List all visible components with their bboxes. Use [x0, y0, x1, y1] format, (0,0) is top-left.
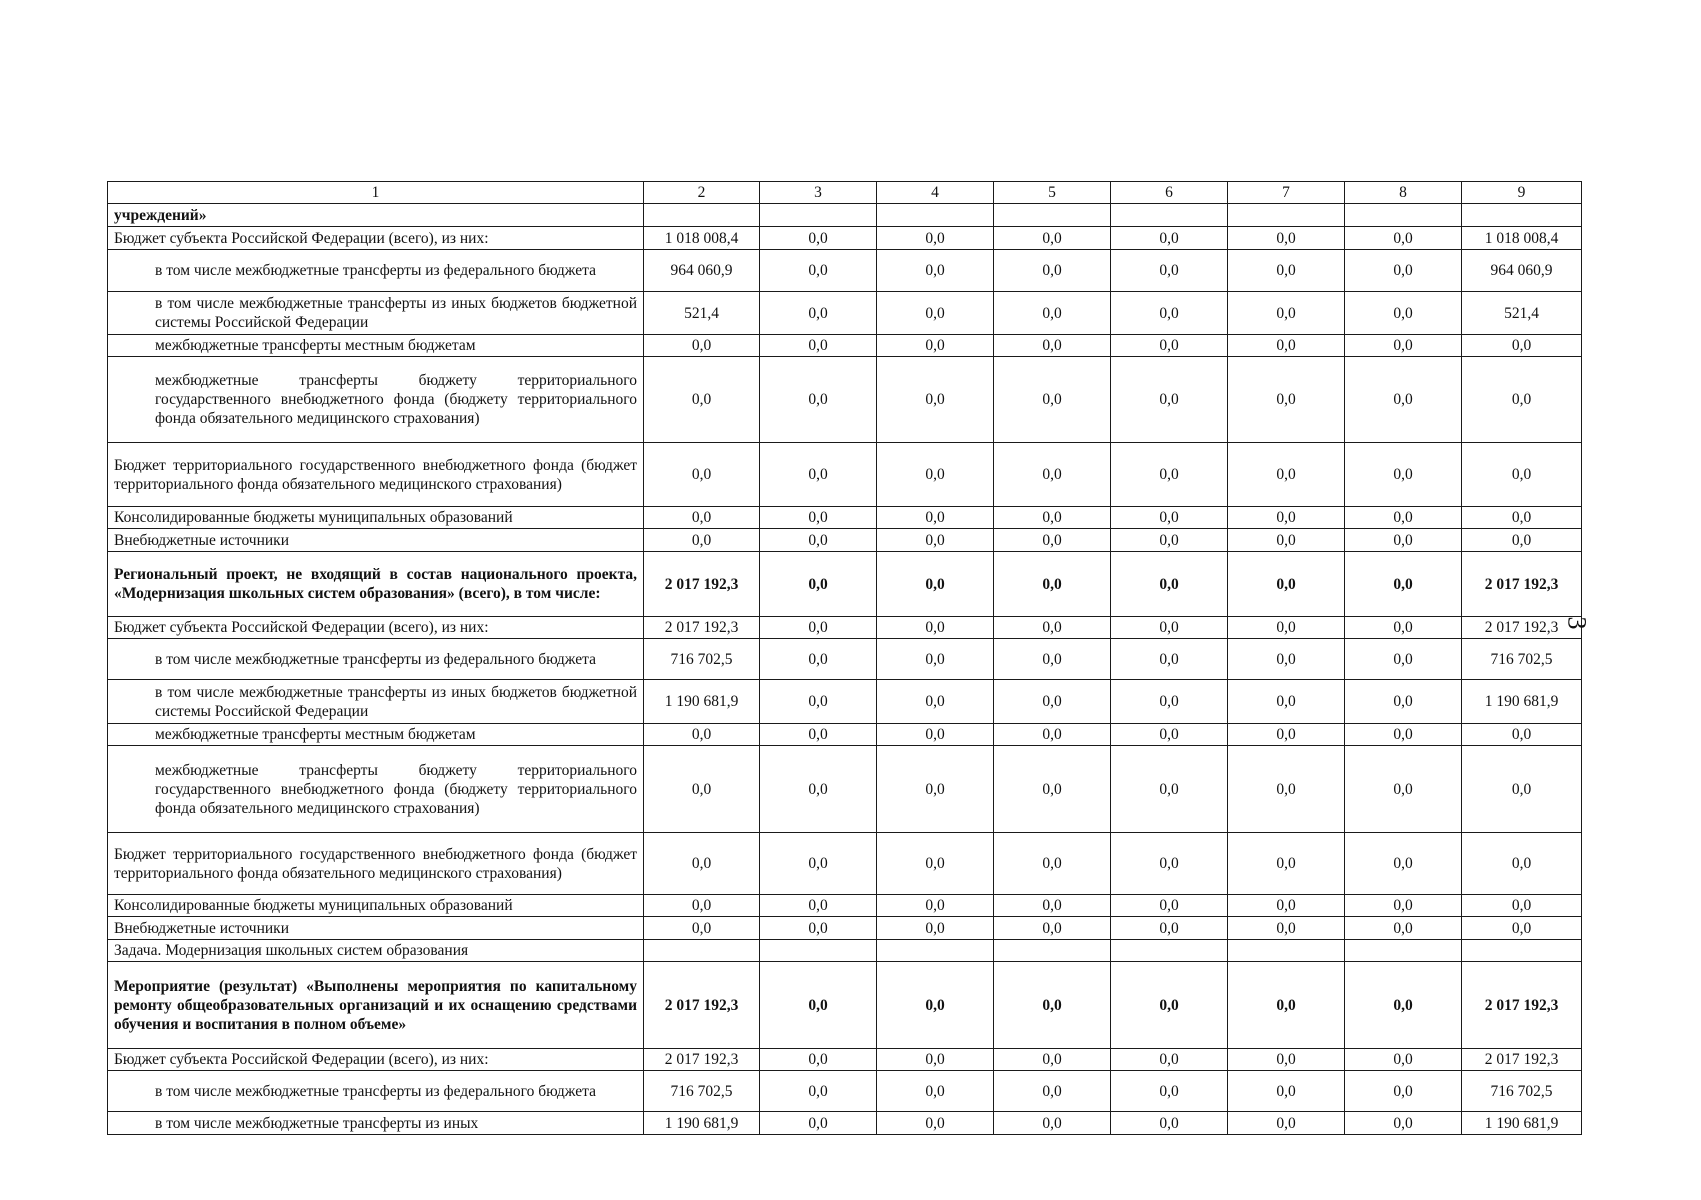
value-cell: 0,0: [760, 335, 877, 357]
row-label: Задача. Модернизация школьных систем образования: [108, 940, 644, 962]
value-cell: 1 190 681,9: [644, 680, 760, 724]
value-cell: 0,0: [994, 746, 1111, 833]
value-cell: [1228, 204, 1345, 227]
value-cell: 0,0: [1345, 680, 1462, 724]
value-cell: 0,0: [994, 724, 1111, 746]
column-header: 9: [1462, 182, 1582, 204]
table-row: [108, 529, 1582, 552]
value-cell: 0,0: [1228, 962, 1345, 1049]
value-cell: 0,0: [1345, 833, 1462, 895]
value-cell: 0,0: [1111, 746, 1228, 833]
value-cell: 0,0: [760, 895, 877, 917]
value-cell: 716 702,5: [644, 1071, 760, 1112]
column-header: 2: [644, 182, 760, 204]
value-cell: [644, 940, 760, 962]
value-cell: 0,0: [760, 917, 877, 940]
column-header: 8: [1345, 182, 1462, 204]
value-cell: 0,0: [877, 895, 994, 917]
table-row: [108, 292, 1582, 335]
value-cell: 0,0: [877, 357, 994, 443]
value-cell: 0,0: [644, 443, 760, 507]
table-row: [108, 746, 1582, 833]
value-cell: 964 060,9: [644, 250, 760, 292]
table-row: [108, 250, 1582, 292]
value-cell: 0,0: [994, 833, 1111, 895]
value-cell: 0,0: [1111, 292, 1228, 335]
value-cell: 0,0: [1345, 507, 1462, 529]
table-row: [108, 680, 1582, 724]
value-cell: 0,0: [1462, 357, 1582, 443]
value-cell: 0,0: [877, 1049, 994, 1071]
table-row: [108, 724, 1582, 746]
value-cell: 2 017 192,3: [1462, 962, 1582, 1049]
value-cell: 0,0: [1228, 250, 1345, 292]
value-cell: 0,0: [1345, 552, 1462, 617]
column-header: 4: [877, 182, 994, 204]
row-label: в том числе межбюджетные трансферты из иных бюджетов бюджетной системы Российской Федерации: [108, 680, 644, 724]
value-cell: 0,0: [994, 250, 1111, 292]
table-row: [108, 335, 1582, 357]
column-header: 6: [1111, 182, 1228, 204]
value-cell: 0,0: [1345, 639, 1462, 680]
value-cell: [760, 204, 877, 227]
value-cell: [1345, 204, 1462, 227]
value-cell: 0,0: [1462, 895, 1582, 917]
table-row: [108, 227, 1582, 250]
table-row: [108, 617, 1582, 639]
table-row: [108, 639, 1582, 680]
value-cell: 0,0: [760, 292, 877, 335]
value-cell: 0,0: [877, 552, 994, 617]
value-cell: [1345, 940, 1462, 962]
value-cell: 0,0: [1111, 443, 1228, 507]
value-cell: 0,0: [1228, 443, 1345, 507]
value-cell: 0,0: [994, 335, 1111, 357]
row-label: межбюджетные трансферты местным бюджетам: [108, 724, 644, 746]
value-cell: 0,0: [1462, 746, 1582, 833]
value-cell: 0,0: [1462, 507, 1582, 529]
value-cell: 0,0: [877, 335, 994, 357]
value-cell: 0,0: [1111, 917, 1228, 940]
value-cell: 0,0: [760, 250, 877, 292]
value-cell: 0,0: [877, 443, 994, 507]
table-row: [108, 895, 1582, 917]
value-cell: 0,0: [877, 1071, 994, 1112]
value-cell: 0,0: [1228, 1049, 1345, 1071]
value-cell: 0,0: [877, 507, 994, 529]
row-label: в том числе межбюджетные трансферты из федерального бюджета: [108, 639, 644, 680]
value-cell: 0,0: [994, 1049, 1111, 1071]
value-cell: 0,0: [1228, 529, 1345, 552]
value-cell: 0,0: [994, 227, 1111, 250]
table-row: [108, 357, 1582, 443]
value-cell: 521,4: [1462, 292, 1582, 335]
value-cell: [877, 204, 994, 227]
value-cell: 0,0: [994, 292, 1111, 335]
row-label: Внебюджетные источники: [108, 529, 644, 552]
value-cell: 0,0: [994, 443, 1111, 507]
value-cell: 0,0: [994, 639, 1111, 680]
value-cell: 0,0: [644, 746, 760, 833]
value-cell: 0,0: [760, 227, 877, 250]
value-cell: 1 018 008,4: [1462, 227, 1582, 250]
value-cell: 0,0: [1228, 917, 1345, 940]
value-cell: 0,0: [760, 443, 877, 507]
value-cell: 2 017 192,3: [1462, 617, 1582, 639]
value-cell: [994, 940, 1111, 962]
table-row: [108, 507, 1582, 529]
row-label: Консолидированные бюджеты муниципальных образований: [108, 507, 644, 529]
value-cell: 0,0: [1462, 335, 1582, 357]
value-cell: [877, 940, 994, 962]
value-cell: 0,0: [1111, 639, 1228, 680]
value-cell: 0,0: [760, 680, 877, 724]
value-cell: 0,0: [1345, 335, 1462, 357]
value-cell: 0,0: [1345, 443, 1462, 507]
value-cell: 1 190 681,9: [644, 1112, 760, 1135]
row-label: учреждений»: [108, 204, 644, 227]
value-cell: 0,0: [1111, 724, 1228, 746]
value-cell: 0,0: [1111, 680, 1228, 724]
value-cell: 0,0: [1111, 833, 1228, 895]
value-cell: 0,0: [760, 833, 877, 895]
value-cell: 0,0: [760, 617, 877, 639]
row-label: Внебюджетные источники: [108, 917, 644, 940]
value-cell: 0,0: [994, 357, 1111, 443]
value-cell: 0,0: [1228, 1071, 1345, 1112]
value-cell: 0,0: [644, 529, 760, 552]
value-cell: 2 017 192,3: [644, 962, 760, 1049]
row-label: Бюджет субъекта Российской Федерации (всего), из них:: [108, 617, 644, 639]
value-cell: 0,0: [760, 552, 877, 617]
value-cell: 0,0: [1228, 335, 1345, 357]
value-cell: 0,0: [644, 917, 760, 940]
value-cell: 0,0: [1345, 357, 1462, 443]
row-label: Мероприятие (результат) «Выполнены мероприятия по капитальному ремонту общеобразовательных организаций и их оснащению средствами обучения и воспитания в полном объеме»: [108, 962, 644, 1049]
value-cell: 0,0: [760, 1049, 877, 1071]
value-cell: 0,0: [644, 507, 760, 529]
value-cell: 716 702,5: [644, 639, 760, 680]
value-cell: 0,0: [877, 833, 994, 895]
column-header: 5: [994, 182, 1111, 204]
value-cell: 0,0: [644, 895, 760, 917]
value-cell: 0,0: [1228, 357, 1345, 443]
value-cell: 0,0: [1462, 724, 1582, 746]
value-cell: 1 018 008,4: [644, 227, 760, 250]
value-cell: 0,0: [760, 962, 877, 1049]
value-cell: 0,0: [877, 746, 994, 833]
value-cell: 0,0: [994, 917, 1111, 940]
table-row: [108, 204, 1582, 227]
value-cell: [760, 940, 877, 962]
value-cell: 0,0: [1228, 746, 1345, 833]
value-cell: 0,0: [760, 507, 877, 529]
value-cell: 0,0: [1228, 680, 1345, 724]
budget-table: [107, 181, 1582, 1135]
column-header: 3: [760, 182, 877, 204]
value-cell: 0,0: [1228, 833, 1345, 895]
value-cell: 0,0: [994, 507, 1111, 529]
value-cell: 0,0: [1345, 1112, 1462, 1135]
value-cell: 0,0: [760, 746, 877, 833]
value-cell: 1 190 681,9: [1462, 1112, 1582, 1135]
value-cell: 0,0: [1111, 335, 1228, 357]
value-cell: 0,0: [760, 1071, 877, 1112]
value-cell: 0,0: [1111, 552, 1228, 617]
value-cell: 2 017 192,3: [1462, 1049, 1582, 1071]
value-cell: [1462, 940, 1582, 962]
value-cell: 0,0: [877, 639, 994, 680]
value-cell: [644, 204, 760, 227]
value-cell: [1111, 204, 1228, 227]
value-cell: [1111, 940, 1228, 962]
value-cell: 0,0: [1345, 895, 1462, 917]
table-row: [108, 962, 1582, 1049]
value-cell: 0,0: [760, 529, 877, 552]
row-label: Бюджет территориального государственного внебюджетного фонда (бюджет территориального фонда обязательного медицинского страхования): [108, 443, 644, 507]
value-cell: 2 017 192,3: [644, 552, 760, 617]
value-cell: 716 702,5: [1462, 1071, 1582, 1112]
value-cell: 0,0: [1462, 917, 1582, 940]
value-cell: 0,0: [1228, 895, 1345, 917]
table-row: [108, 1071, 1582, 1112]
table-row: [108, 1049, 1582, 1071]
value-cell: 0,0: [1228, 227, 1345, 250]
row-label: межбюджетные трансферты местным бюджетам: [108, 335, 644, 357]
value-cell: 0,0: [1228, 639, 1345, 680]
page-number: 3: [1562, 616, 1592, 630]
value-cell: 0,0: [1111, 529, 1228, 552]
table-row: [108, 443, 1582, 507]
value-cell: 0,0: [877, 250, 994, 292]
value-cell: 0,0: [1228, 1112, 1345, 1135]
value-cell: 0,0: [1111, 895, 1228, 917]
value-cell: 0,0: [760, 357, 877, 443]
row-label: Региональный проект, не входящий в состав национального проекта, «Модернизация школьных систем образования» (всего), в том числе:: [108, 552, 644, 617]
value-cell: 0,0: [1111, 507, 1228, 529]
value-cell: 0,0: [877, 962, 994, 1049]
value-cell: 0,0: [1111, 227, 1228, 250]
value-cell: 716 702,5: [1462, 639, 1582, 680]
value-cell: 0,0: [994, 529, 1111, 552]
value-cell: 0,0: [1462, 529, 1582, 552]
value-cell: 0,0: [994, 552, 1111, 617]
value-cell: 0,0: [1345, 724, 1462, 746]
value-cell: 0,0: [1345, 292, 1462, 335]
value-cell: 0,0: [1345, 529, 1462, 552]
table-row: [108, 552, 1582, 617]
row-label: Консолидированные бюджеты муниципальных образований: [108, 895, 644, 917]
row-label: межбюджетные трансферты бюджету территориального государственного внебюджетного фонда (бюджету территориального фонда обязательного медицинского страхования): [108, 746, 644, 833]
row-label: Бюджет территориального государственного внебюджетного фонда (бюджет территориального фонда обязательного медицинского страхования): [108, 833, 644, 895]
value-cell: 0,0: [1345, 250, 1462, 292]
value-cell: 0,0: [877, 529, 994, 552]
value-cell: 521,4: [644, 292, 760, 335]
value-cell: 0,0: [644, 357, 760, 443]
value-cell: 0,0: [1345, 746, 1462, 833]
value-cell: 0,0: [1228, 724, 1345, 746]
value-cell: 2 017 192,3: [644, 1049, 760, 1071]
value-cell: 1 190 681,9: [1462, 680, 1582, 724]
value-cell: 0,0: [877, 617, 994, 639]
value-cell: 0,0: [760, 1112, 877, 1135]
table-row: [108, 1112, 1582, 1135]
value-cell: 0,0: [877, 292, 994, 335]
value-cell: 0,0: [994, 962, 1111, 1049]
value-cell: 0,0: [1111, 1049, 1228, 1071]
value-cell: 0,0: [1345, 617, 1462, 639]
value-cell: 0,0: [1462, 833, 1582, 895]
value-cell: 0,0: [1345, 227, 1462, 250]
value-cell: 0,0: [877, 227, 994, 250]
value-cell: 0,0: [877, 724, 994, 746]
value-cell: 0,0: [1228, 552, 1345, 617]
value-cell: 0,0: [1111, 1071, 1228, 1112]
value-cell: 0,0: [1228, 507, 1345, 529]
table-row: [108, 917, 1582, 940]
value-cell: 0,0: [994, 895, 1111, 917]
row-label: в том числе межбюджетные трансферты из федерального бюджета: [108, 1071, 644, 1112]
value-cell: 0,0: [1111, 357, 1228, 443]
value-cell: 0,0: [1111, 617, 1228, 639]
value-cell: 0,0: [994, 680, 1111, 724]
row-label: в том числе межбюджетные трансферты из иных: [108, 1112, 644, 1135]
header-row: [108, 182, 1582, 204]
table-row: [108, 940, 1582, 962]
value-cell: 0,0: [644, 833, 760, 895]
value-cell: 0,0: [877, 917, 994, 940]
row-label: в том числе межбюджетные трансферты из федерального бюджета: [108, 250, 644, 292]
value-cell: 0,0: [1228, 292, 1345, 335]
table-row: [108, 833, 1582, 895]
value-cell: 2 017 192,3: [1462, 552, 1582, 617]
value-cell: 0,0: [1111, 1112, 1228, 1135]
value-cell: 0,0: [1345, 1071, 1462, 1112]
row-label: в том числе межбюджетные трансферты из иных бюджетов бюджетной системы Российской Федерации: [108, 292, 644, 335]
value-cell: 2 017 192,3: [644, 617, 760, 639]
value-cell: [994, 204, 1111, 227]
value-cell: 0,0: [1228, 617, 1345, 639]
value-cell: 0,0: [760, 639, 877, 680]
value-cell: [1228, 940, 1345, 962]
value-cell: 0,0: [644, 335, 760, 357]
row-label: межбюджетные трансферты бюджету территориального государственного внебюджетного фонда (бюджету территориального фонда обязательного медицинского страхования): [108, 357, 644, 443]
value-cell: 0,0: [644, 724, 760, 746]
row-label: Бюджет субъекта Российской Федерации (всего), из них:: [108, 227, 644, 250]
value-cell: 0,0: [994, 617, 1111, 639]
value-cell: 0,0: [877, 1112, 994, 1135]
value-cell: 964 060,9: [1462, 250, 1582, 292]
value-cell: 0,0: [1345, 962, 1462, 1049]
value-cell: 0,0: [1462, 443, 1582, 507]
value-cell: 0,0: [1345, 1049, 1462, 1071]
value-cell: 0,0: [877, 680, 994, 724]
column-header: 1: [108, 182, 644, 204]
row-label: Бюджет субъекта Российской Федерации (всего), из них:: [108, 1049, 644, 1071]
value-cell: [1462, 204, 1582, 227]
value-cell: 0,0: [1111, 962, 1228, 1049]
value-cell: 0,0: [1111, 250, 1228, 292]
value-cell: 0,0: [760, 724, 877, 746]
value-cell: 0,0: [994, 1071, 1111, 1112]
column-header: 7: [1228, 182, 1345, 204]
value-cell: 0,0: [994, 1112, 1111, 1135]
value-cell: 0,0: [1345, 917, 1462, 940]
